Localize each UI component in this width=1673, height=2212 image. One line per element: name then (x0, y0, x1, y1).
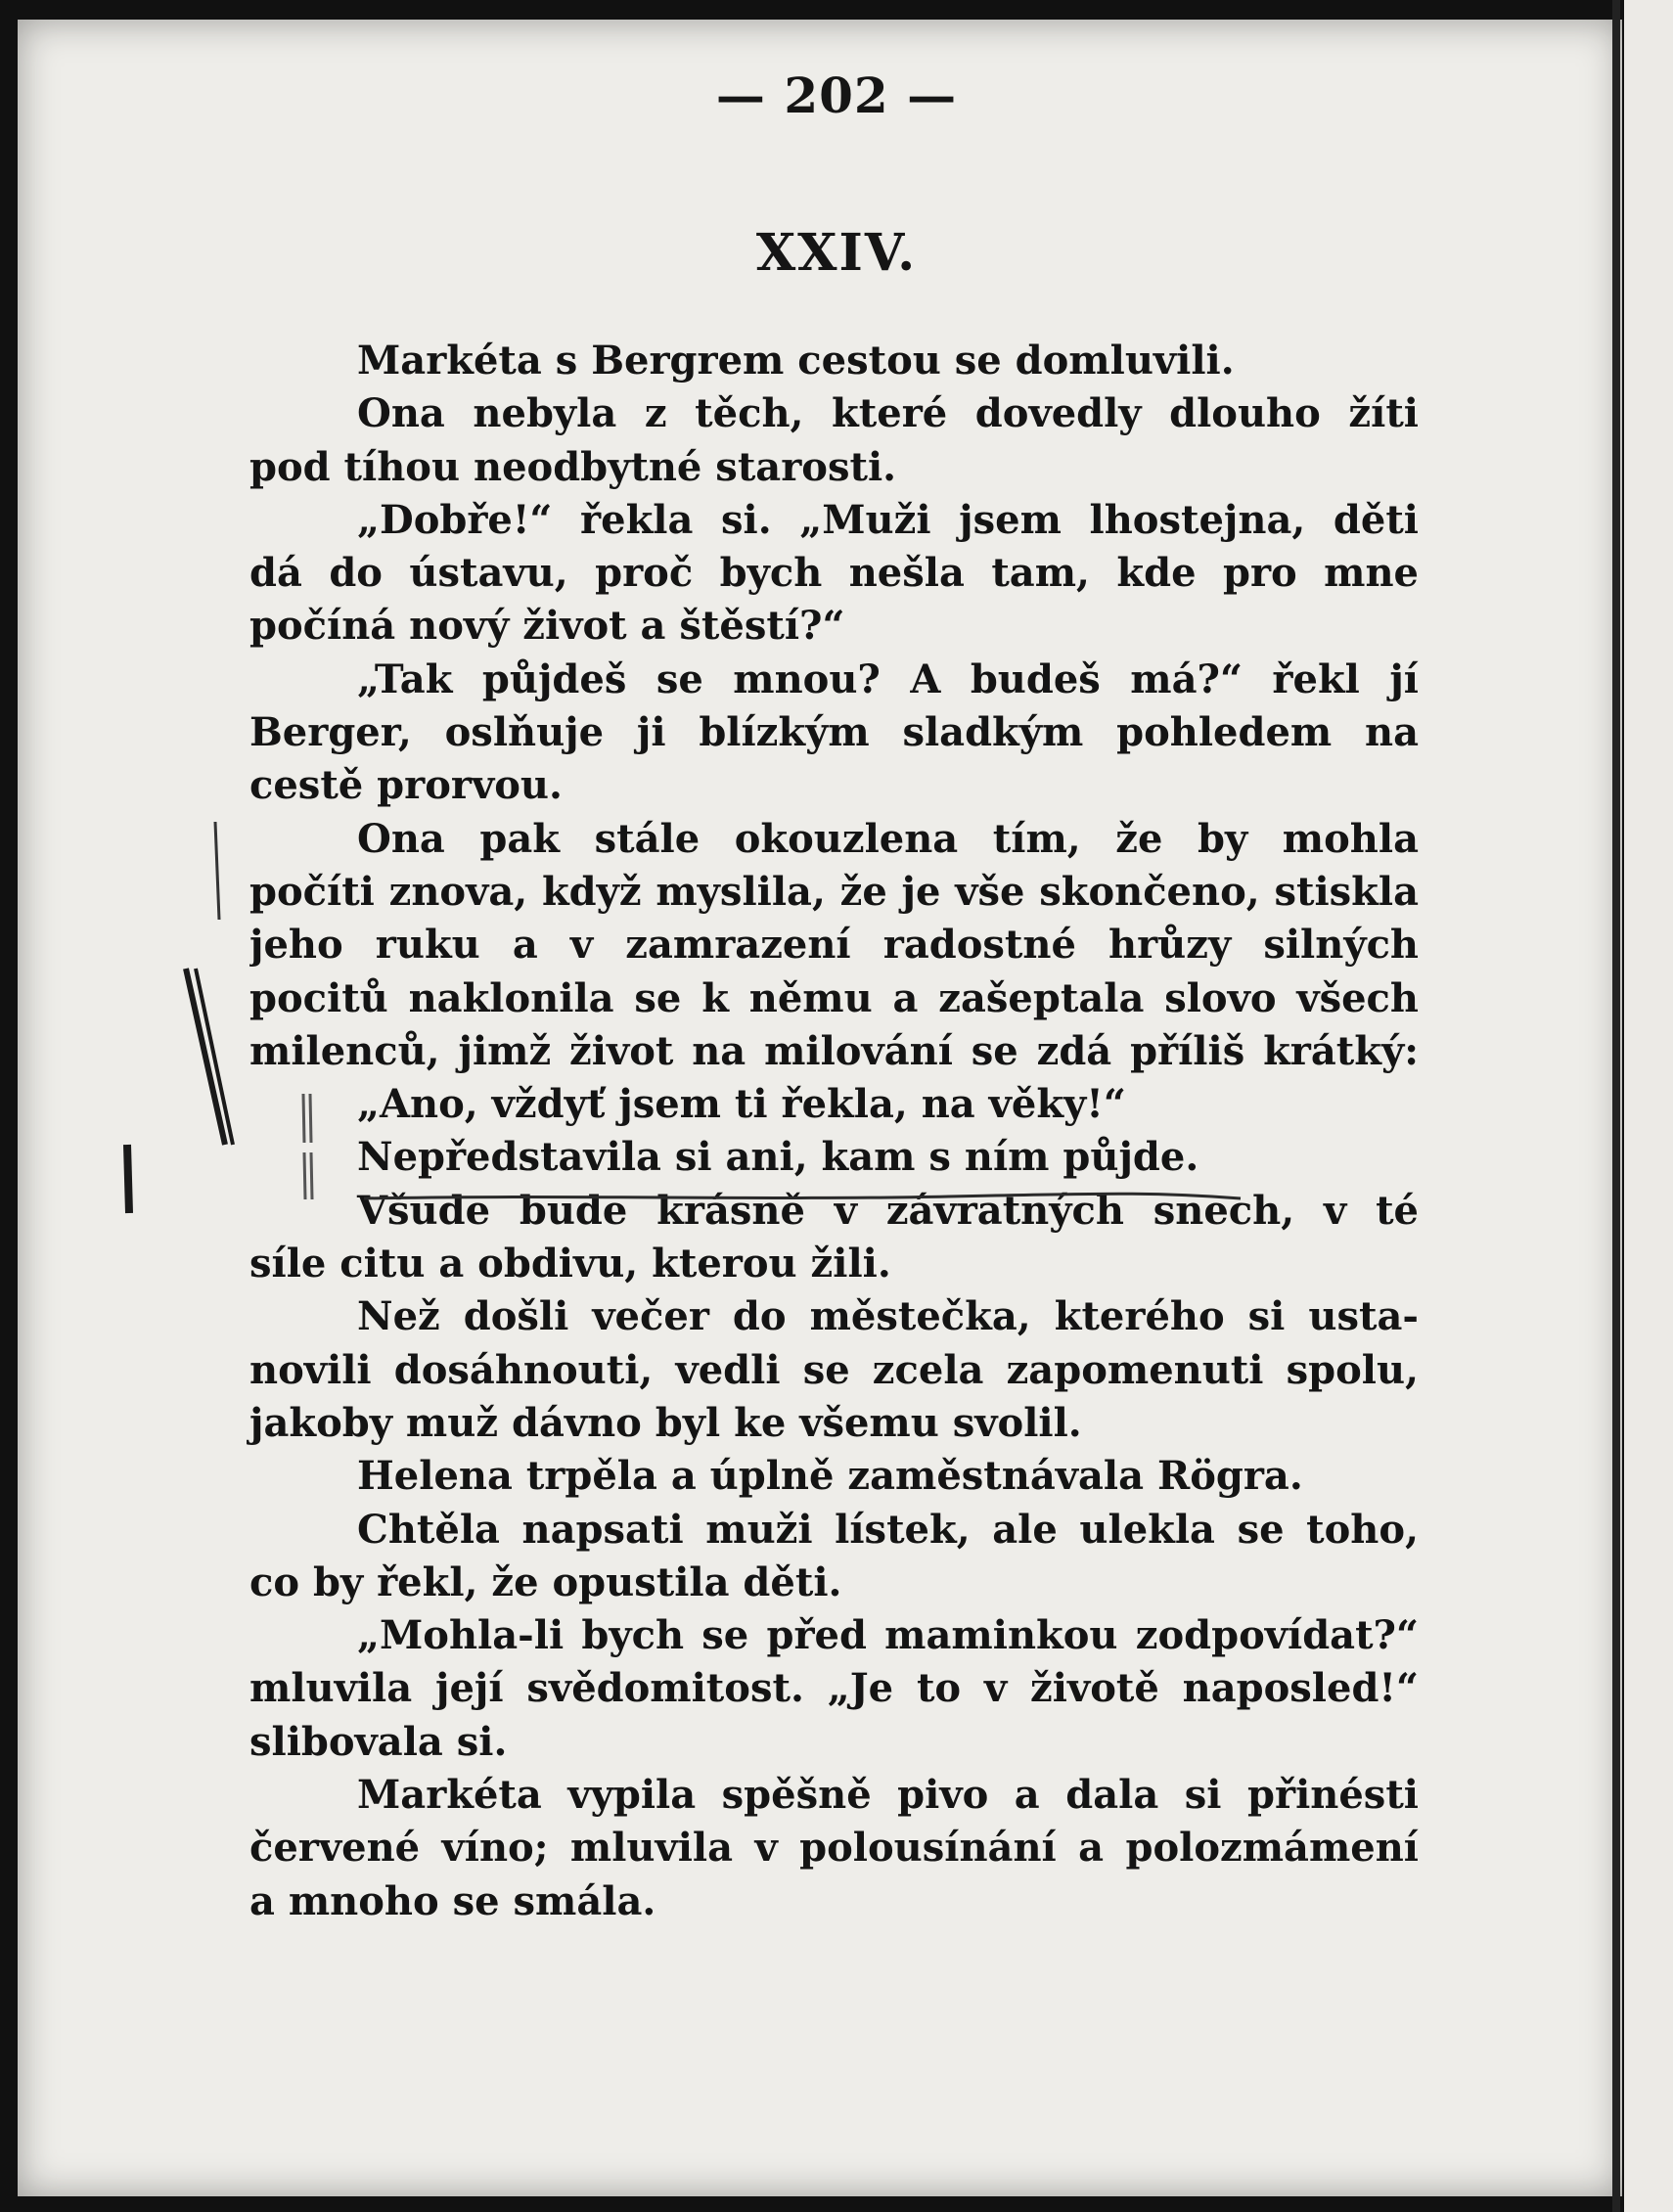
text-line: Nepředstavila si ani, kam s ním půjde. (357, 1134, 1199, 1181)
text-line: milenců, jimž život na milování se zdá příliš krátký: (249, 1027, 1419, 1074)
text-line: co by řekl, že opustila děti. (249, 1558, 842, 1605)
chapter-heading: XXIV. (755, 223, 918, 283)
text-line: cestě prorvou. (249, 762, 563, 809)
text-line: mluvila její svědomitost. „Je to v životě naposled!“ (249, 1665, 1419, 1712)
text-line: Ona pak stále okouzlena tím, že by mohla (357, 815, 1419, 862)
text-line: jeho ruku a v zamrazení radostné hrůzy silných (249, 922, 1419, 969)
text-line: Všude bude krásně v závratných snech, v té (357, 1187, 1419, 1234)
text-line: „Dobře!“ řekla si. „Muži jsem lhostejna, děti (357, 496, 1419, 543)
text-line: Markéta s Bergrem cestou se domluvili. (357, 338, 1235, 384)
text-line: Ona nebyla z těch, které dovedly dlouho žíti (357, 390, 1419, 437)
pencil-underline-mark (362, 1187, 1243, 1206)
text-line: slibovala si. (249, 1718, 508, 1765)
text-line: jakoby muž dávno byl ke všemu svolil. (249, 1399, 1082, 1446)
text-line: Berger, oslňuje ji blízkým sladkým pohledem na (249, 709, 1419, 756)
margin-pencil-lines (117, 822, 235, 1233)
text-line: dá do ústavu, proč bych nešla tam, kde pro mne (249, 550, 1419, 597)
text-line: „Tak půjdeš se mnou? A budeš má?“ řekl jí (357, 655, 1419, 702)
text-line: novili dosáhnouti, vedli se zcela zapomenuti spolu, (249, 1346, 1419, 1393)
body-text (249, 335, 1419, 1928)
page-number: — 202 — (715, 67, 958, 124)
text-line: Helena trpěla a úplně zaměstnávala Rögra. (357, 1453, 1303, 1500)
text-line: pod tíhou neodbytné starosti. (249, 443, 897, 490)
text-line: Než došli večer do městečka, kterého si usta- (357, 1293, 1419, 1340)
text-line: a mnoho se smála. (249, 1877, 656, 1924)
text-line: počíná nový život a štěstí?“ (249, 603, 845, 650)
text-line: „Mohla-li bych se před maminkou zodpovídat?“ (357, 1612, 1419, 1659)
text-line: Markéta vypila spěšně pivo a dala si přinésti (357, 1772, 1419, 1819)
text-line: červené víno; mluvila v polousínání a polozmámení (249, 1825, 1419, 1872)
margin-pencil-ticks (298, 1094, 318, 1201)
text-line: Chtěla napsati muži lístek, ale ulekla se toho, (357, 1506, 1419, 1553)
text-line: síle citu a obdivu, kterou žili. (249, 1241, 891, 1287)
page-edge-shadow (1612, 0, 1620, 2212)
text-line: pocitů naklonila se k němu a zašeptala slovo všech (249, 974, 1419, 1021)
text-line: počíti znova, když myslila, že je vše skončeno, stiskla (249, 868, 1419, 915)
text-line: „Ano, vždyť jsem ti řekla, na věky!“ (357, 1081, 1126, 1128)
adjacent-page-strip (1624, 0, 1673, 2212)
